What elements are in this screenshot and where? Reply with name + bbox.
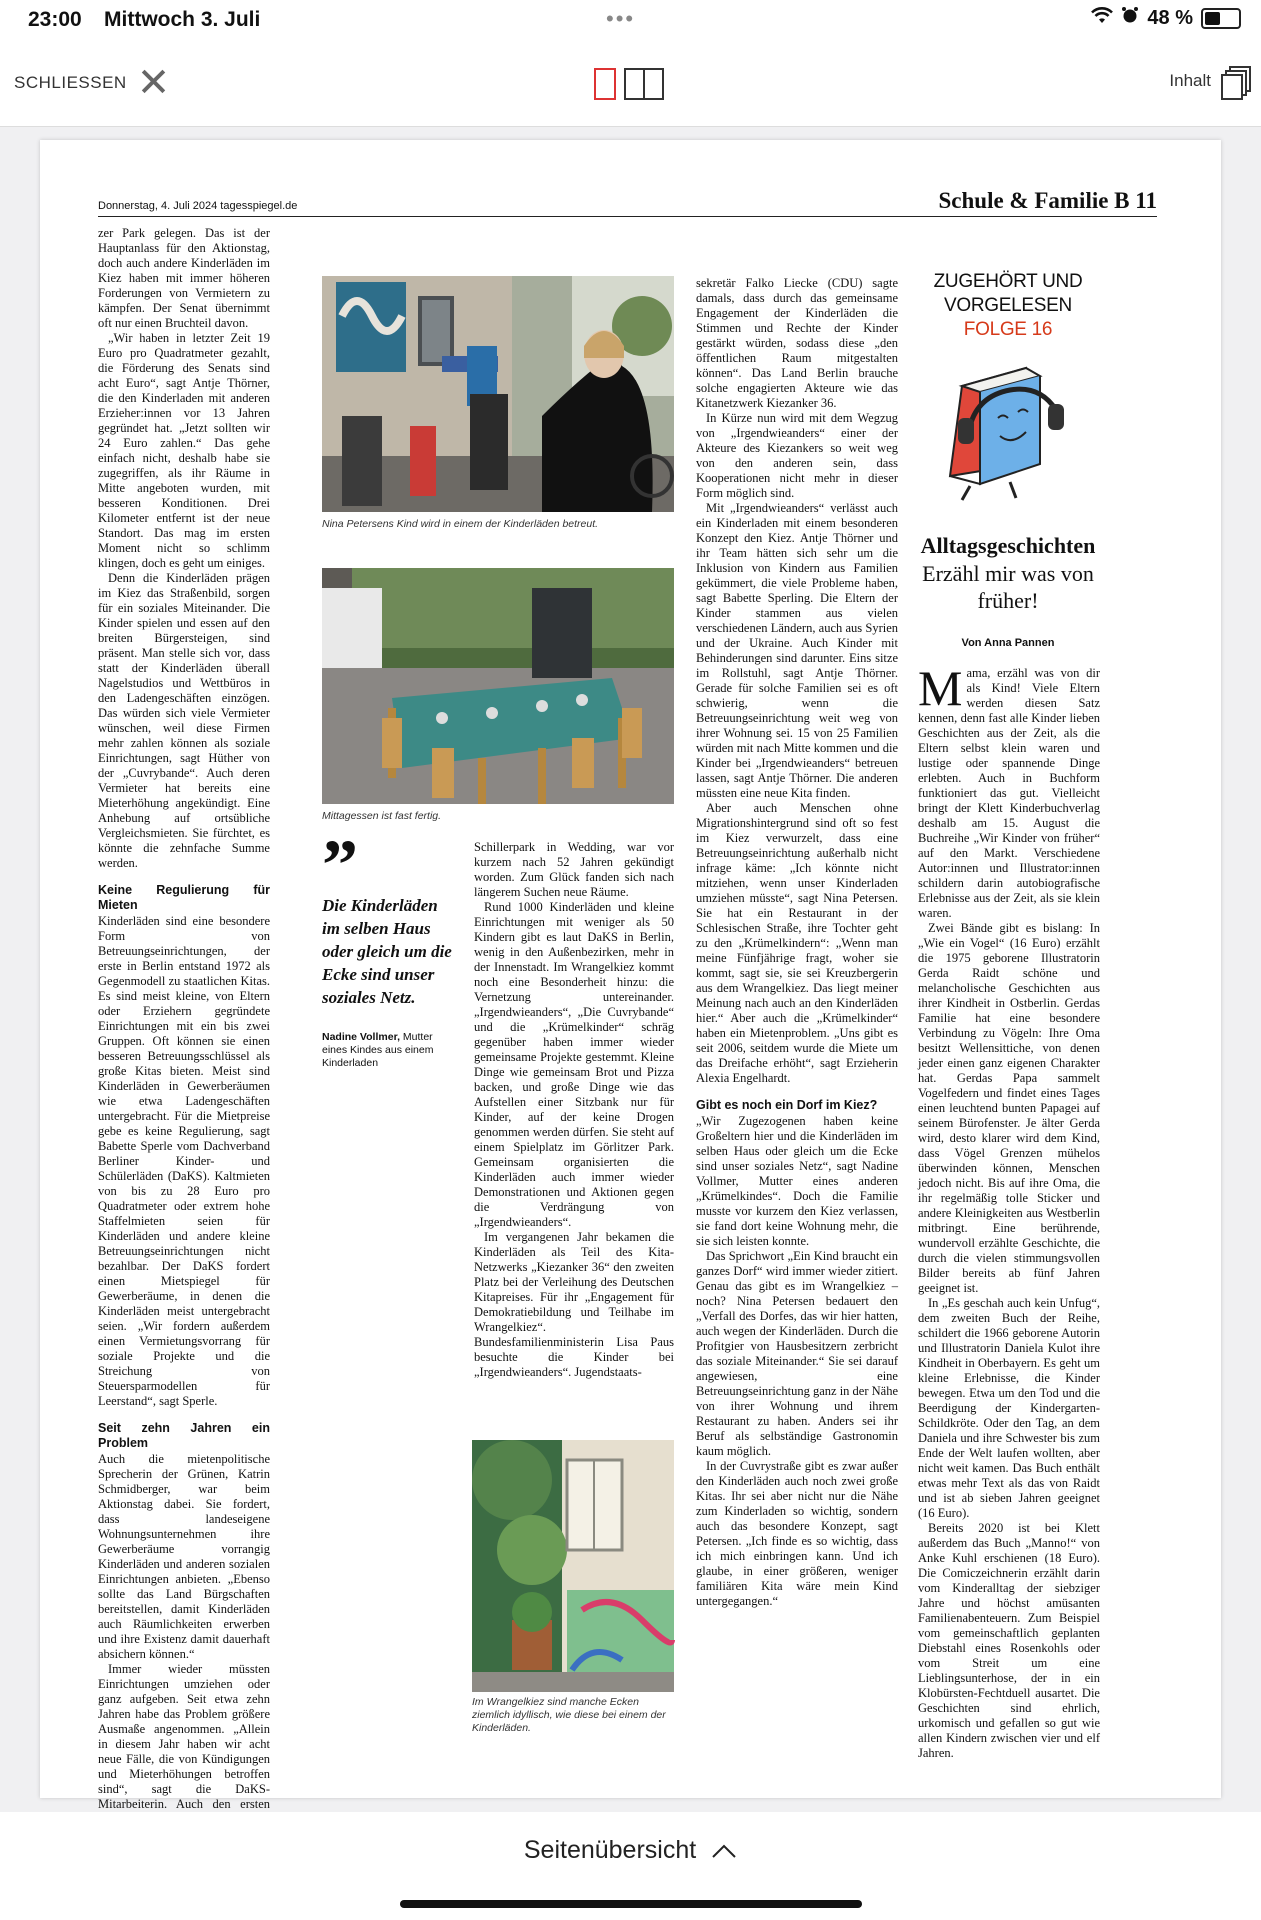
quote-source <box>322 1031 458 1070</box>
review-title-line2: Erzähl mir was von früher! <box>922 561 1094 613</box>
series-heading-line2: VORGELESEN <box>944 295 1072 316</box>
paragraph: In Kürze nun wird mit dem Wegzug von „Irgendwieanders“ einer der Akteure des Kiezankers so weit weg von den anderen sein, dass Kooperationen nicht mehr in dieser Form möglich sind. <box>696 411 898 500</box>
battery-icon <box>1201 8 1241 29</box>
drop-cap: M <box>918 660 963 716</box>
article-column-4 <box>696 276 898 1768</box>
photo-caption: Mittagessen ist fast fertig. <box>322 810 442 822</box>
paragraph: Rund 1000 Kinderläden und kleine Einrichtungen mit weniger als 50 Kindern gibt es laut DaKS in Berlin, wenig in den Außenbezirken, mehr in der Innenstadt. Im Wrangelkiez kommt noch eine Besonderheit hinzu: die Vernetzung untereinander. „Irgendwieanders“, „Die Cuvrybande“ und die „Krümelkinder“ schräg gegenüber haben immer wieder gemeinsame Projekte gestemmt. Kleine Dinge wie gemeinsam Brot und Pizza backen, und große Dinge wie das Aufstellen einer Sitzbank nur für Kinder, auf der keine Drogen genommen werden dürfen. Sie steht auf einem Spielplatz im Görlitzer Park. Gemeinsam organisierten die Kinderläden auch immer wieder Demonstrationen und Aktionen gegen die Verdrängung von „Irgendwieanders“. <box>474 900 674 1229</box>
listening-book-illustration <box>940 356 1080 506</box>
status-time: 23:00 <box>28 8 82 31</box>
photo-kinderladen-street[interactable] <box>322 276 674 512</box>
article-column-1 <box>98 226 270 1811</box>
paragraph: Schillerpark in Wedding, war vor kurzem nach 52 Jahren gekündigt worden. Zum Glück fanden sich nach längerem Suchen neue Räume. <box>474 840 674 899</box>
quote-text: Die Kinderläden im selben Haus oder gleich um die Ecke sind unser soziales Netz. <box>322 896 452 1007</box>
section-title: Schule & Familie B 11 <box>938 188 1157 213</box>
photo-caption: Nina Petersens Kind wird in einem der Kinderläden betreut. <box>322 518 599 530</box>
subheading: Seit zehn Jahren ein Problem <box>98 1421 270 1450</box>
status-date: Mittwoch 3. Juli <box>104 8 261 31</box>
photo-caption: Im Wrangelkiez sind manche Ecken ziemlich idyllisch, wie diese bei einem der Kinderläden. <box>472 1696 666 1734</box>
paragraph: Zwei Bände gibt es bislang: In „Wie ein Vogel“ (16 Euro) erzählt die 1975 geborene Illustratorin Gerda Raidt schöne und melancholische Geschichten aus ihrer Kindheit in Ostberlin. Gerdas Familie hat eine besondere Verbindung zu Vögeln: Ihre Oma besitzt Wellensittiche, von denen jeder einen ganz eigenen Charakter hat. Gerdas Papa sammelt Vogelfedern und findet eines Tages einen leuchtend bunten Papagei auf seinem Bürofenster. Je älter Gerda wird, desto klarer wird dem Kind, dass Vögel Grenzen mühelos überwinden können, Menschen jedoch nicht. Bis auf ihre Oma, die ihr regelmäßig tolle Sticker und andere Kleinigkeiten aus Westberlin mitbringt. Eine berührende, wundervoll erzählte Geschichte, die durch die vielen stimmungsvollen Bilder bereits ab fünf Jahren geeignet ist. <box>918 921 1100 1295</box>
paragraph: In der Cuvrystraße gibt es zwar außer den Kinderläden auch noch zwei große Kitas. Ihr sei aber nicht nur die Nähe zum Kinderladen so wichtig, sondern auch das besondere Konzept, sagt Petersen. „Ich finde es so wichtig, dass ich mich einbringen kann. Und ich glaube, in einer größeren, weniger familiären Kita wäre mein Kind untergegangen.“ <box>696 1459 898 1608</box>
close-label: SCHLIESSEN <box>14 73 127 92</box>
pull-quote <box>322 825 458 1070</box>
quote-source-name: Nadine Vollmer, <box>322 1031 400 1043</box>
review-title-line1: Alltagsgeschichten <box>920 533 1096 558</box>
status-bar <box>0 0 1261 44</box>
paragraph: Immer wieder müssten Einrichtungen umziehen oder ganz aufgeben. Seit etwa zehn Jahren habe das Problem größere Ausmaße angenommen. „Allein in diesem Jahr haben wir acht neue Fälle, die von Kündigungen und Mieterhöhungen betroffen sind“, sagt die DaKS-Mitarbeiterin. Auch den ersten <box>98 1662 270 1811</box>
paragraph: In „Es geschah auch kein Unfug“, dem zweiten Buch der Reihe, schildert die 1966 geborene Autorin und Illustratorin Daniela Kulot ihre Kindheit in Oberbayern. Es geht um kleine Erlebnisse, die Kinder bewegen. Etwa um den Tod und die Beerdigung der Kindergarten-Schildkröte. Oder den Tag, an dem Daniela und ihre Schwester bis zum Ende der Welt laufen wollten, aber nicht weit kamen. Das Buch enthält etwas mehr Text als das von Raidt und ist ab sieben Jahren geeignet (16 Euro). <box>918 1296 1100 1520</box>
page-overview-label: Seitenübersicht <box>523 1836 697 1864</box>
review-byline: Von Anna Pannen <box>961 637 1055 649</box>
review-first-paragraph: ama, erzähl was von dir als Kind! Viele Eltern werden diesen Satz kennen, denn fast alle Kinder lieben Geschichten aus der Zeit, als die Eltern selbst klein waren und lustige oder spannende Dinge erlebten. Auch in Buchform funktioniert das gut. Vielleicht bringt der Klett Kinderbuchverlag deshalb am 15. August die Buchreihe „Wir Kinder von früher“ auf den Markt. Verschiedene Autor:innen und Illustrator:innen schildern darin autobiografische Erlebnisse aus der Zeit, als sie klein waren. <box>918 666 1100 920</box>
paragraph: Auch die mietenpolitische Sprecherin der Grünen, Katrin Schmidberger, war beim Aktionstag dabei. Sie fordert, dass landeseigene Wohnungsunternehmen ihre Gewerberäume vorrangig Kinderläden und anderen sozialen Einrichtungen anbieten. „Ebenso sollte das Land Bürgschaften bereitstellen, damit Kinderläden auch Räumlichkeiten erwerben und ihre Existenz damit dauerhaft absichern können.“ <box>98 1452 270 1661</box>
paragraph: sekretär Falko Liecke (CDU) sagte damals, dass durch das gemeinsame Engagement der Kinderläden die Stimmen und Rechte der Kinder gestärkt würden, sodass diese „den öffentlichen Raum mitgestalten können“. Das Land Berlin brauche solche engagierten Akteure wie das Kitanetzwerk Kiezanker 36. <box>696 276 898 410</box>
subheading: Gibt es noch ein Dorf im Kiez? <box>696 1098 878 1112</box>
review-column <box>918 660 1100 1774</box>
status-icons <box>1091 6 1241 30</box>
subheading: Keine Regulierung für Mieten <box>98 883 270 912</box>
paragraph: Aber auch Menschen ohne Migrationshintergrund sind oft so fest im Kiez verwurzelt, dass eine Betreuungseinrichtung außerhalb nicht infrage käme: „Ich könnte nicht mitziehen, wenn unser Kinderladen umziehen müsste“, sagt Nina Petersen. Sie hat ein Restaurant in der Schlesischen Straße, ihre Tochter geht zu den „Krümelkindern“: „Wenn man meine Fünfjährige fragt, woher sie kommt, sagt sie, sie sei Kreuzbergerin aus dem Wrangelkiez. Das liegt meiner Meinung nach auch an den Kinderläden hier.“ Aber auch die „Krümelkinder“ haben ein Mietenproblem. „Uns gibt es seit 2006, seitdem wurde die Miete um das Dreifache erhöht“, sagt Erzieherin Alexia Engelhardt. <box>696 801 898 1085</box>
paragraph: Kinderläden sind eine besondere Form von Betreuungseinrichtungen, der erste in Berlin entstand 1972 als Gegenmodell zu staatlichen Kitas. Es sind meist kleine, von Eltern oder Erziehern gegründete Einrichtungen mit ein bis zwei Gruppen. Oft können sie einen besseren Betreuungsschlüssel als große Kitas bieten. Meist sind Kinderläden in Gewerberäumen wie etwa Ladengeschäften untergebracht. Für die Mietpreise gebe es keine Regulierung, sagt Babette Sperle vom Dachverband Berliner Kinder- und Schülerläden (DaKS). Kaltmieten von bis zu 28 Euro pro Quadratmeter oder extrem hohe Staffelmieten seien für Kinderläden und andere kleine Betreuungseinrichtungen nicht bezahlbar. Der DaKS fordert einen Mietspiegel für Gewerberäume, in denen die Kinderläden meist untergebracht seien. „Wir fordern außerdem einen Vermietungsvorrang für soziale Projekte und die Streichung von Steuersparmodellen für Leerstand“, sagt Sperle. <box>98 914 270 1408</box>
paragraph: Mit „Irgendwieanders“ verlässt auch ein Kinderladen mit einem besonderen Konzept den Kiez. Antje Thörner und ihr Team hätten sich sehr um die Inklusion von Kindern aus Familien gekümmert, die viele Probleme haben, sagt Babette Sperling. Die Eltern der Kinder stammen aus vielen verschiedenen Ländern, auch aus Syrien und der Ukraine. Auch Kinder mit Behinderungen sind darunter. Eins sitze im Rollstuhl, sagt Antje Thörner. Gerade für solche Familien sei es oft schwierig, wenn die Betreuungseinrichtung weit weg von ihrer Wohnung sei. 15 von 25 Familien würden mit nach Mitte kommen und die Kinder bei „Irgendwieanders“ betreuen lassen, sagt Antje Thörner. Die anderen müssten eine neue Kita finden. <box>696 501 898 800</box>
series-label <box>918 270 1098 342</box>
page-date-line: Donnerstag, 4. Juli 2024 tagesspiegel.de <box>98 200 298 212</box>
reader-toolbar <box>0 44 1261 127</box>
single-page-view-icon[interactable] <box>594 68 616 100</box>
paragraph: zer Park gelegen. Das ist der Hauptanlass für den Aktionstag, doch auch andere Kinderläden im Kiez haben mit immer höheren Forderungen von Vermietern zu kämpfen. Der Senat übernimmt oft nur einen Bruchteil davon. <box>98 226 270 330</box>
pages-stack-icon <box>1221 66 1247 96</box>
paragraph: Denn die Kinderläden prägen im Kiez das Straßenbild, sorgen für ein soziales Miteinander. Die Kinder spielen und essen auf den breiten Bürgersteigen, sind präsent. Man stelle sich vor, dass statt der Kinderläden überall Nagelstudios und Wettbüros in den Ladengeschäften einzögen. Das würden sich viele Vermieter wünschen, weil diese Firmen mehr zahlen können als soziale Einrichtungen, sagt Hüther von der „Cuvrybande“. Auch deren Vermieter hat bereits eine Mieterhöhung angekündigt. Eine Anhebung auf ortsübliche Vergleichsmieten. Sie fürchtet, es könnte die zehnfache Summe werden. <box>98 571 270 870</box>
paragraph <box>918 660 1100 921</box>
page-header <box>98 188 1157 217</box>
page-view-toggle <box>594 68 664 100</box>
double-page-view-icon[interactable] <box>624 68 664 100</box>
paragraph: „Wir haben in letzter Zeit 19 Euro pro Quadratmeter gezahlt, die Förderung des Senats sind acht Euro“, sagt Antje Thörner, die den Kinderladen mit anderen Erzieher:innen vor 13 Jahren gegründet hat. „Jetzt sollten wir 24 Euro zahlen.“ Das gehe einfach nicht, deshalb habe sie zugegriffen, als ihr Räume in Mitte angeboten wurden, mit besseren Konditionen. Drei Kilometer entfernt ist der neue Standort. Das mag im ersten Moment nicht so schlimm klingen, doch es geht um einiges. <box>98 331 270 570</box>
contents-label: Inhalt <box>1169 71 1211 90</box>
series-heading-line1: ZUGEHÖRT UND <box>933 271 1083 292</box>
home-indicator[interactable] <box>400 1900 862 1908</box>
quote-source-desc: Mutter eines Kindes aus einem Kinderladen <box>322 1031 434 1069</box>
photo-courtyard-corner[interactable] <box>472 1440 674 1692</box>
bottom-bar <box>0 1812 1261 1920</box>
series-episode: FOLGE 16 <box>963 319 1053 340</box>
page-overview-button[interactable] <box>0 1836 1261 1866</box>
alarm-icon <box>1121 6 1139 30</box>
paragraph: „Wir Zugezogenen haben keine Großeltern hier und die Kinderläden im selben Haus oder gleich um die Ecke sind unser soziales Netz“, sagt Nadine Vollmer, Mutter eines anderen „Krümelkindes“. Doch die Familie musste vor kurzem den Kiez verlassen, sie fand dort keine Wohnung mehr, die sie sich leisten konnte. <box>696 1114 898 1248</box>
article-column-3 <box>474 840 674 1379</box>
chevron-up-icon <box>711 1837 737 1866</box>
contents-button[interactable] <box>1169 66 1247 96</box>
close-button[interactable] <box>14 61 171 105</box>
paragraph: Das Sprichwort „Ein Kind braucht ein ganzes Dorf“ wird immer wieder zitiert. Genau das gibt es im Wrangelkiez – noch? Nina Petersen bedauert den „Verfall des Dorfes, das wir hier hatten, auch wegen der Kinderläden. Durch die Profitgier von Hausbesitzern zerbricht das soziale Miteinander.“ Sie sei darauf angewiesen, eine Betreuungseinrichtung ganz in der Nähe von ihrer Wohnung und ihrem Restaurant zu haben. Anders sei ihr Beruf als selbständige Gastronomin kaum möglich. <box>696 1249 899 1458</box>
wifi-icon <box>1091 7 1113 30</box>
quote-mark: ” <box>322 825 358 905</box>
close-icon: ✕ <box>136 61 171 105</box>
newspaper-page[interactable] <box>40 140 1221 1811</box>
multitask-dots-icon[interactable]: ••• <box>606 6 636 31</box>
photo-lunch-tables[interactable] <box>322 568 674 804</box>
paragraph: Bereits 2020 ist bei Klett außerdem das Buch „Manno!“ von Anke Kuhl erschienen (18 Euro). Die Comiczeichnerin erzählt darin vom Kinderalltag der siebziger Jahre und höchst amüsanten Familienabenteuern. Zum Beispiel vom gemeinschaftlich geplanten Diebstahl eines Rosenkohls oder vom Streit um eine Lieblingsunterhose, der in ein Klobürsten-Fechtduell ausartet. Die Geschichten sind ehrlich, urkomisch und gefallen so gut wie allen Kindern zwischen vier und elf Jahren. <box>918 1521 1100 1760</box>
review-title <box>913 532 1103 614</box>
paragraph: Im vergangenen Jahr bekamen die Kinderläden als Teil des Kita-Netzwerks „Kiezanker 36“ den zweiten Platz bei der Verleihung des Deutschen Kitapreises. Für ihr „Engagement für Demokratiebildung und Teilhabe im Wrangelkiez“. Bundesfamilienministerin Lisa Paus besuchte die Kinder bei „Irgendwieanders“. Jugendstaats- <box>474 1230 674 1379</box>
battery-percent: 48 % <box>1147 6 1193 29</box>
